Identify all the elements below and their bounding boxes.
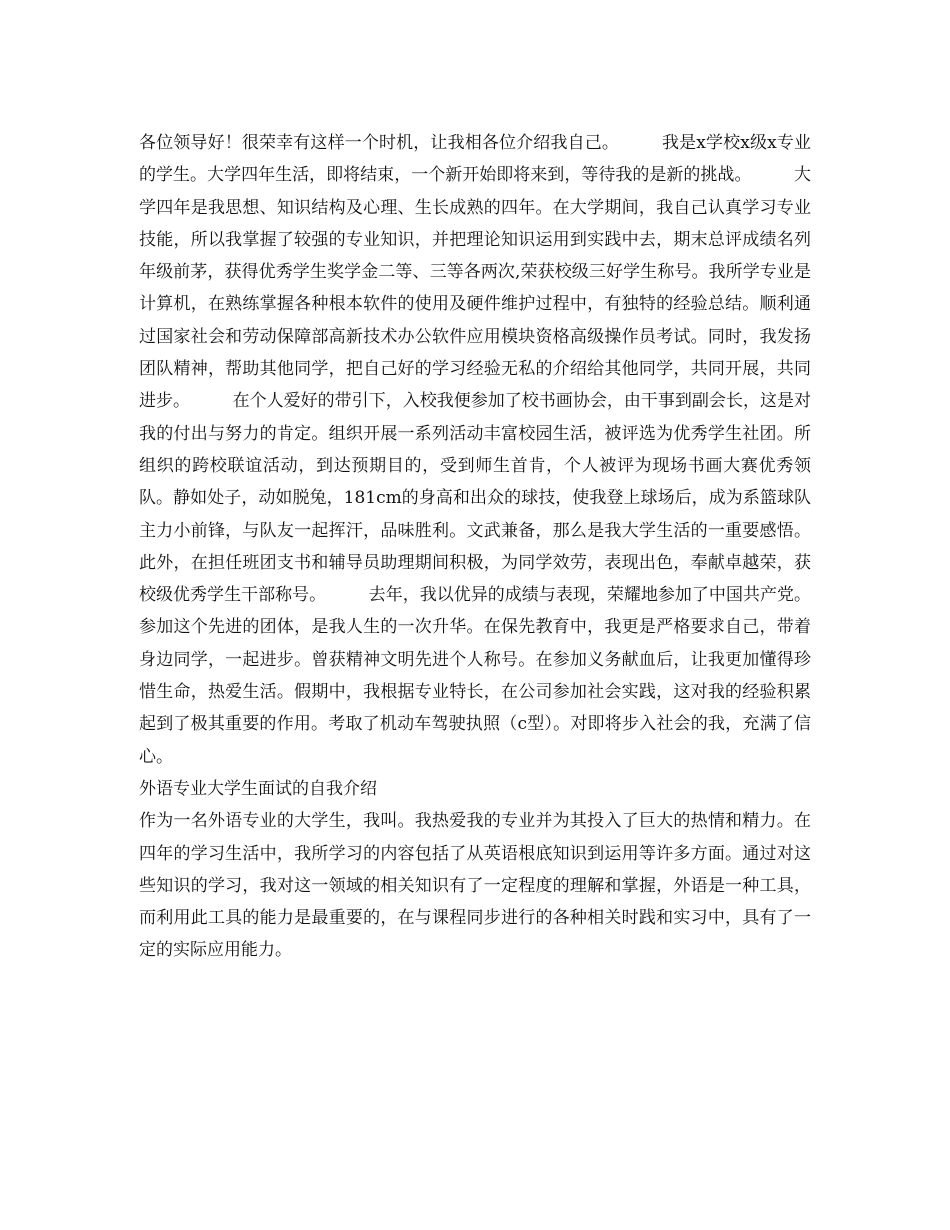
document-body — [139, 127, 811, 967]
section-heading: 外语专业大学生面试的自我介绍 — [139, 778, 377, 799]
self-introduction-paragraph: 各位领导好！很荣幸有这样一个时机，让我相各位介绍我自己。 我是x学校x级x专业的学生。大学四年生活，即将结束，一个新开始即将来到，等待我的是新的挑战。 大学四年是我思想、知识结构及心理、生长成熟的四年。在大学期间，我自己认真学习专业技能，所以我掌握了较强的专业知识，并把理论知识运用到实践中去，期末总评成绩名列年级前茅，获得优秀学生奖学金二等、三等各两次,荣获校级三好学生称号。我所学专业是计算机，在熟练掌握各种根本软件的使用及硬件维护过程中，有独特的经验总结。顺利通过国家社会和劳动保障部高新技术办公软件应用模块资格高级操作员考试。同时，我发扬团队精神，帮助其他同学，把自己好的学习经验无私的介绍给其他同学，共同开展，共同进步。 在个人爱好的带引下，入校我便参加了校书画协会，由干事到副会长，这是对我的付出与努力的肯定。组织开展一系列活动丰富校园生活，被评选为优秀学生社团。所组织的跨校联谊活动，到达预期目的，受到师生首肯，个人被评为现场书画大赛优秀领队。静如处子，动如脱兔，181cm的身高和出众的球技，使我登上球场后，成为系篮球队主力小前锋，与队友一起挥汗，品味胜利。文武兼备，那么是我大学生活的一重要感悟。此外，在担任班团支书和辅导员助理期间积极，为同学效劳，表现出色，奉献卓越荣，获校级优秀学生干部称号。 去年，我以优异的成绩与表现，荣耀地参加了中国共产党。参加这个先进的团体，是我人生的一次升华。在保先教育中，我更是严格要求自己，带着身边同学，一起进步。曾获精神文明先进个人称号。在参加义务献血后，让我更加懂得珍惜生命，热爱生活。假期中，我根据专业特长，在公司参加社会实践，这对我的经验积累起到了极其重要的作用。考取了机动车驾驶执照（c型）。对即将步入社会的我，充满了信心。 — [139, 133, 811, 767]
foreign-language-paragraph: 作为一名外语专业的大学生，我叫。我热爱我的专业并为其投入了巨大的热情和精力。在四年的学习生活中，我所学习的内容包括了从英语根底知识到运用等许多方面。通过对这些知识的学习，我对这一领域的相关知识有了一定程度的理解和掌握，外语是一种工具，而利用此工具的能力是最重要的，在与课程同步进行的各种相关时践和实习中，具有了一定的实际应用能力。 — [139, 811, 811, 961]
